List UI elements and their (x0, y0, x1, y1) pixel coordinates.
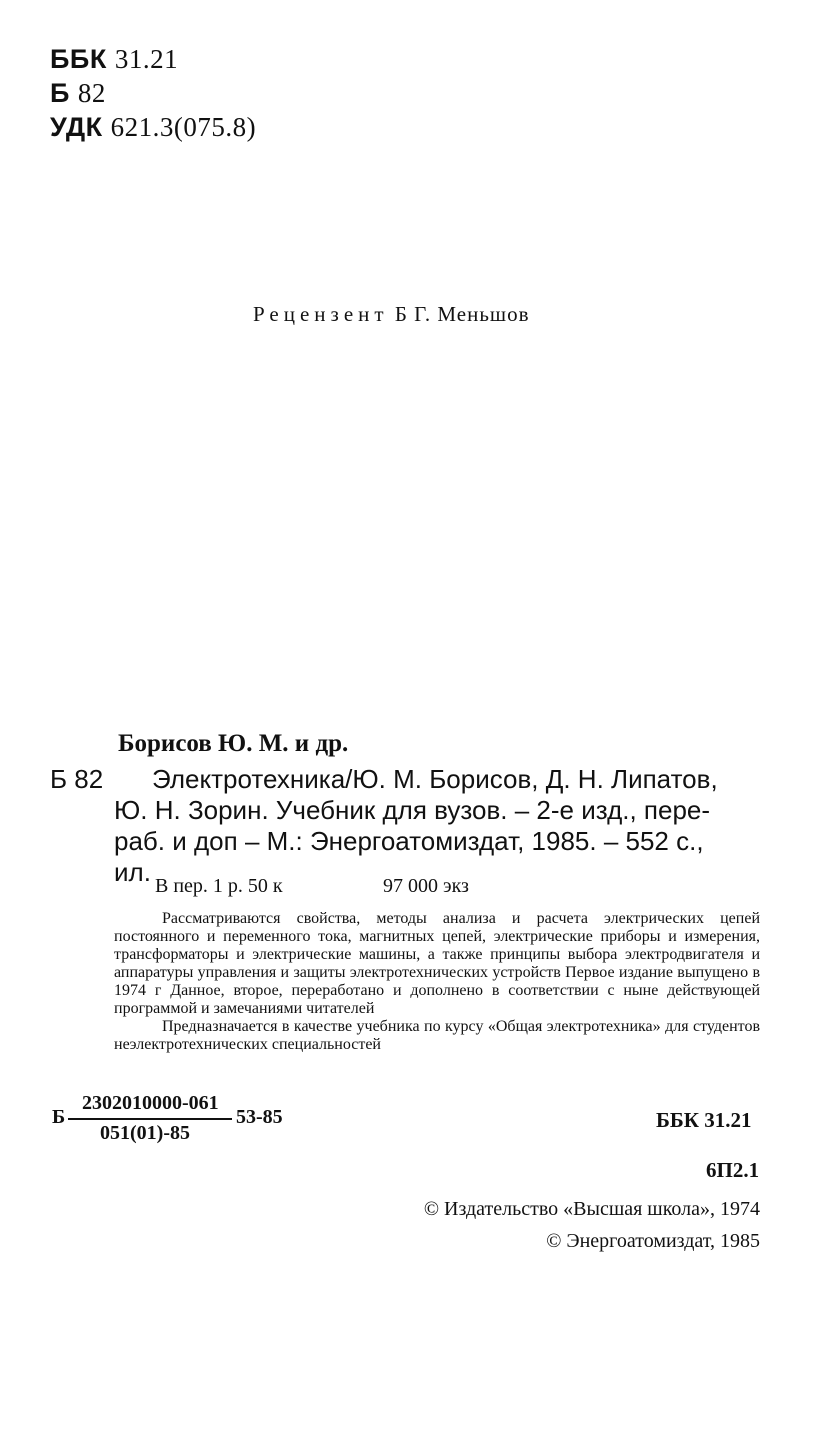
code-bbk: ББК 31.21 (656, 1108, 752, 1132)
annotation-paragraph: Рассматриваются свойства, методы анализа и расчета электрических цепей постоянного и переменного тока, магнитных цепей, электрические приборы и измерения, трансформаторы и электрические машины, а также принципы выбора электродвигателя и аппаратуры управления и защиты электротехнических устройств Первое издание выпущено в 1974 г Данное, второе, переработано и дополнено в соответствии с ныне действующей программой и замечаниями читателей (114, 910, 760, 1017)
catalog-line-1: Электротехника/Ю. М. Борисов, Д. Н. Липатов, (152, 764, 718, 794)
index-line (50, 78, 106, 109)
index-label: Б (50, 78, 70, 108)
index-value: 82 (77, 78, 106, 108)
reviewer-name: Б Г. Меньшов (394, 302, 530, 326)
fraction-bar (68, 1118, 232, 1120)
code-prefix: Б (52, 1106, 66, 1128)
reviewer-line (253, 302, 530, 327)
catalog-line-3: раб. и доп – М.: Энергоатомиздат, 1985. – 552 с., (114, 826, 704, 856)
catalog-annotation (114, 910, 760, 1054)
annotation-paragraph: Предназначается в качестве учебника по курсу «Общая электротехника» для студентов неэлектротехнических специальностей (114, 1018, 760, 1053)
bbk-label: ББК (50, 44, 107, 74)
catalog-print-run: 97 000 экз (383, 875, 469, 897)
reviewer-label: Рецензент (253, 302, 389, 326)
bbk-value: 31.21 (114, 44, 179, 74)
udk-line (50, 112, 256, 143)
udk-label: УДК (50, 112, 103, 142)
code-subject: 6П2.1 (706, 1158, 760, 1182)
catalog-line-4: ил. (114, 857, 151, 887)
code-suffix: 53-85 (236, 1106, 283, 1128)
catalog-index: Б 82 (50, 764, 104, 794)
copyright-line-1: © Издательство «Высшая школа», 1974 (423, 1198, 760, 1220)
catalog-price: В пер. 1 р. 50 к (155, 875, 283, 897)
udk-value: 621.3(075.8) (110, 112, 257, 142)
code-numerator: 2302010000-061 (82, 1092, 219, 1114)
catalog-author: Борисов Ю. М. и др. (118, 730, 349, 757)
catalog-line-2: Ю. Н. Зорин. Учебник для вузов. – 2-е изд., пере- (114, 795, 711, 825)
code-denominator: 051(01)-85 (100, 1122, 190, 1144)
bbk-line (50, 44, 178, 75)
copyright-line-2: © Энергоатомиздат, 1985 (546, 1230, 760, 1252)
